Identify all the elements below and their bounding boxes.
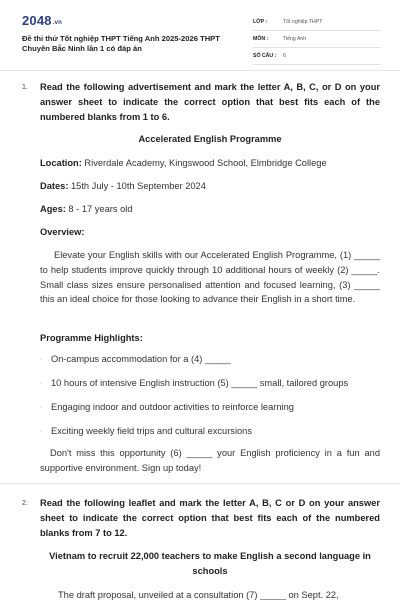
location-row [40, 158, 380, 168]
ages-row [40, 204, 380, 214]
meta-value-question-count: 6 [283, 53, 286, 59]
question-2-prompt: Read the following leaflet and mark the letter A, B, C or D on your answer sheet to indicate the correct option that best fits each of the numbered blanks from 7 to 12. [40, 498, 380, 538]
question-1-number: 1. [22, 84, 28, 91]
meta-row-subject [253, 31, 381, 48]
meta-label-class: LỚP : [253, 19, 268, 25]
page-header [0, 0, 400, 62]
highlight-text: On-campus accommodation for a (4) _____ [51, 354, 231, 364]
question-2-number: 2. [22, 500, 28, 507]
dates-row [40, 181, 380, 191]
meta-label-subject: MÔN : [253, 36, 269, 42]
meta-value-subject: Tiếng Anh [283, 36, 307, 42]
highlights-list [40, 354, 380, 450]
question-1-prompt: Read the following advertisement and mark the letter A, B, C, or D on your answer sheet to indicate the correct option that best fits each of the numbered blanks from 1 to 6. [40, 82, 380, 122]
bullet-icon: · [40, 404, 43, 411]
exam-meta-panel [253, 14, 381, 65]
exam-title: Đề thi thử Tốt nghiệp THPT Tiếng Anh 2025-2026 THPT Chuyên Bắc Ninh lần 1 có đáp án [22, 34, 220, 53]
overview-label: Overview: [40, 227, 85, 237]
overview-row [40, 227, 380, 237]
dates-value: 15th July - 10th September 2024 [68, 181, 206, 191]
meta-row-question-count [253, 48, 381, 65]
site-logo[interactable] [22, 13, 62, 28]
meta-row-class [253, 14, 381, 31]
highlight-text: 10 hours of intensive English instruction (5) _____ small, tailored groups [51, 378, 349, 388]
highlight-text: Exciting weekly field trips and cultural excursions [51, 426, 253, 436]
highlights-heading: Programme Highlights: [40, 333, 143, 343]
logo-domain-text: .vn [52, 20, 63, 26]
bullet-icon: · [40, 380, 43, 387]
leaflet-paragraph: The draft proposal, unveiled at a consultation (7) _____ on Sept. 22, [58, 590, 339, 600]
dates-label: Dates: [40, 181, 69, 191]
ages-value: 8 - 17 years old [65, 204, 133, 214]
logo-main-text: 2048 [22, 13, 52, 28]
list-item [40, 378, 380, 402]
header-divider [0, 70, 400, 71]
location-value: Riverdale Academy, Kingswood School, Elmbridge College [81, 158, 327, 168]
list-item [40, 402, 380, 426]
bullet-icon: · [40, 356, 43, 363]
advertisement-title: Accelerated English Programme [138, 134, 282, 144]
highlight-text: Engaging indoor and outdoor activities to reinforce learning [51, 402, 294, 412]
list-item [40, 354, 380, 378]
question-divider [0, 483, 400, 484]
meta-value-class: Tốt nghiệp THPT [283, 19, 323, 25]
overview-paragraph: Elevate your English skills with our Accelerated English Programme, (1) _____ to help students improve quickly through 10 additional hours of weekly (2) _____. Small class sizes ensure personalised attention and focused learning, (3) _____ this an ideal choice for those looking to advance their English in a short time. [40, 250, 380, 305]
ages-label: Ages: [40, 204, 66, 214]
meta-label-question-count: SỐ CÂU : [253, 53, 277, 59]
location-label: Location: [40, 158, 82, 168]
closing-paragraph: Don't miss this opportunity (6) _____ your English proficiency in a fun and supportive environment. Sign up today! [40, 448, 380, 473]
bullet-icon: · [40, 428, 43, 435]
leaflet-title: Vietnam to recruit 22,000 teachers to make English a second language in schools [49, 551, 371, 576]
